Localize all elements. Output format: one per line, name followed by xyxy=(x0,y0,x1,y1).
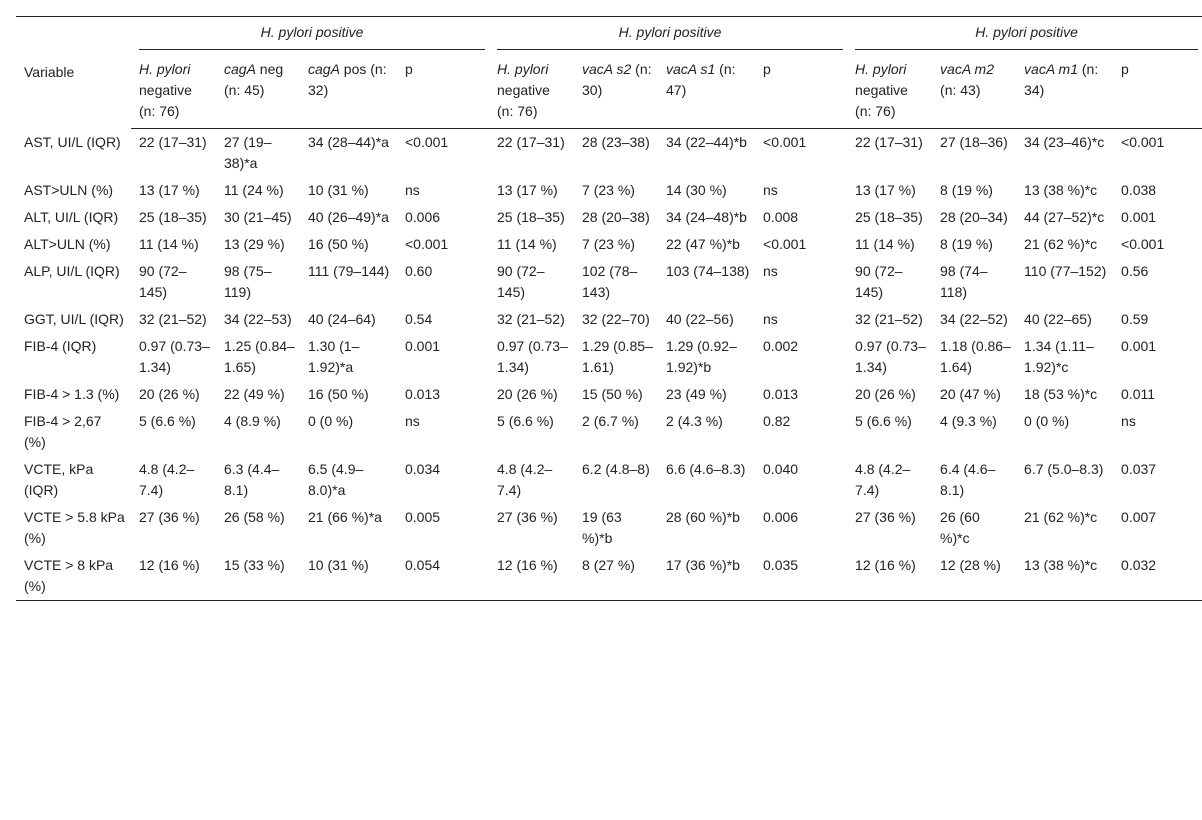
table-cell: 15 (50 %) xyxy=(582,386,643,402)
table-cell: 2 (6.7 %) xyxy=(582,413,639,429)
table-cell: 0.001 xyxy=(1121,209,1157,225)
column-header xyxy=(300,56,397,129)
column-header xyxy=(216,56,300,129)
table-cell: 13 (17 %) xyxy=(497,182,558,198)
table-cell: 16 (50 %) xyxy=(308,386,369,402)
table-cell: 13 (29 %) xyxy=(224,236,285,252)
table-cell: 0.82 xyxy=(763,413,791,429)
column-header xyxy=(847,56,932,129)
table-cell: 0.040 xyxy=(763,461,799,477)
table-cell: 34 (22–52) xyxy=(940,311,1008,327)
table-cell: 11 (14 %) xyxy=(855,236,915,252)
table-cell: <0.001 xyxy=(1121,134,1165,150)
table-cell: 11 (24 %) xyxy=(224,182,284,198)
row-variable: VCTE > 5.8 kPa (%) xyxy=(24,509,125,546)
column-header-text: neg (n: 45) xyxy=(224,61,284,98)
table-cell: 0.59 xyxy=(1121,311,1149,327)
table-cell: 5 (6.6 %) xyxy=(139,413,196,429)
table-cell: 0.037 xyxy=(1121,461,1157,477)
group-header-1: H. pylori positive xyxy=(131,17,489,57)
row-variable: FIB-4 > 2,67 (%) xyxy=(24,413,102,450)
column-header xyxy=(658,56,755,129)
column-header xyxy=(574,56,658,129)
table-cell: 1.18 (0.86–1.64) xyxy=(940,338,1011,375)
table-cell: 90 (72–145) xyxy=(497,263,545,300)
table-cell: 20 (26 %) xyxy=(497,386,558,402)
table-cell: 20 (26 %) xyxy=(855,386,916,402)
table-row xyxy=(16,204,1202,231)
table-cell: 0.97 (0.73–1.34) xyxy=(855,338,926,375)
table-row xyxy=(16,381,1202,408)
table-cell: ns xyxy=(1121,413,1136,429)
table-cell: 111 (79–144) xyxy=(308,263,390,279)
column-header-text: negative (n: 76) xyxy=(139,82,192,119)
column-header xyxy=(489,56,574,129)
table-cell: 13 (38 %)*c xyxy=(1024,182,1098,198)
table-cell: 90 (72–145) xyxy=(139,263,187,300)
row-variable: FIB-4 > 1.3 (%) xyxy=(24,386,120,402)
table-row xyxy=(16,129,1202,178)
table-cell: ns xyxy=(763,311,778,327)
table-cell: 1.30 (1–1.92)*a xyxy=(308,338,360,375)
table-cell: 13 (17 %) xyxy=(139,182,200,198)
table-cell: 0.008 xyxy=(763,209,799,225)
table-cell: ns xyxy=(763,263,778,279)
table-cell: 98 (75–119) xyxy=(224,263,272,300)
table-cell: 11 (14 %) xyxy=(139,236,199,252)
table-cell: 25 (18–35) xyxy=(139,209,207,225)
table-cell: 1.29 (0.85–1.61) xyxy=(582,338,653,375)
table-cell: 8 (19 %) xyxy=(940,182,993,198)
table-cell: 0.013 xyxy=(405,386,441,402)
table-cell: 7 (23 %) xyxy=(582,182,635,198)
table-cell: 6.7 (5.0–8.3) xyxy=(1024,461,1104,477)
table-cell: 12 (16 %) xyxy=(131,552,216,601)
column-header-italic: vacA s2 xyxy=(582,61,632,77)
table-cell: 90 (72–145) xyxy=(855,263,903,300)
table-row xyxy=(16,504,1202,552)
table-cell: 0.54 xyxy=(405,311,433,327)
table-row xyxy=(16,231,1202,258)
table-cell: 32 (21–52) xyxy=(139,311,207,327)
table-cell: 6.6 (4.6–8.3) xyxy=(666,461,746,477)
column-header-italic: H. pylori xyxy=(855,61,907,77)
column-header xyxy=(131,56,216,129)
table-cell: 21 (62 %)*c xyxy=(1024,509,1098,525)
column-header-text: p xyxy=(1121,61,1129,77)
table-row xyxy=(16,333,1202,381)
table-cell: 0 (0 %) xyxy=(1024,413,1070,429)
table-cell: 13 (17 %) xyxy=(855,182,916,198)
table-cell: 8 (19 %) xyxy=(940,236,993,252)
table-cell: 11 (14 %) xyxy=(497,236,557,252)
table-cell: <0.001 xyxy=(763,236,807,252)
table-cell: 10 (31 %) xyxy=(300,552,397,601)
table-cell: 22 (17–31) xyxy=(497,134,565,150)
table-cell: 34 (23–46)*c xyxy=(1024,134,1105,150)
table-cell: 102 (78–143) xyxy=(582,263,638,300)
table-cell: 0.035 xyxy=(755,552,847,601)
table-cell: 32 (22–70) xyxy=(582,311,650,327)
table-cell: 40 (22–65) xyxy=(1024,311,1092,327)
table-cell: 6.4 (4.6–8.1) xyxy=(940,461,996,498)
column-header xyxy=(397,56,489,129)
column-header-text: negative (n: 76) xyxy=(855,82,908,119)
column-header xyxy=(932,56,1016,129)
table-cell: 32 (21–52) xyxy=(497,311,565,327)
table-cell: 15 (33 %) xyxy=(216,552,300,601)
table-cell: 14 (30 %) xyxy=(666,182,727,198)
table-cell: 7 (23 %) xyxy=(582,236,635,252)
column-header-text: (n: 30) xyxy=(582,61,652,98)
row-variable: AST>ULN (%) xyxy=(24,182,114,198)
table-cell: 4.8 (4.2–7.4) xyxy=(855,461,911,498)
row-variable: AST, UI/L (IQR) xyxy=(24,133,121,150)
table-cell: 0.97 (0.73–1.34) xyxy=(139,338,210,375)
group-header-3: H. pylori positive xyxy=(847,17,1202,57)
row-variable: ALT, UI/L (IQR) xyxy=(24,209,119,225)
table-cell: 22 (49 %) xyxy=(224,386,285,402)
table-cell: 12 (16 %) xyxy=(847,552,932,601)
table-cell: 103 (74–138) xyxy=(666,263,750,279)
table-cell: 21 (66 %)*a xyxy=(308,509,382,525)
row-variable: ALT>ULN (%) xyxy=(24,236,111,252)
table-cell: 34 (22–44)*b xyxy=(666,134,747,150)
table-cell: 5 (6.6 %) xyxy=(497,413,554,429)
table-cell: 110 (77–152) xyxy=(1024,263,1107,279)
table-cell: 0.006 xyxy=(763,509,799,525)
table-cell: 27 (36 %) xyxy=(139,509,200,525)
column-header-italic: H. pylori xyxy=(497,61,549,77)
table-cell: 32 (21–52) xyxy=(855,311,923,327)
column-header-text: (n: 34) xyxy=(1024,61,1099,98)
table-cell: 23 (49 %) xyxy=(666,386,727,402)
table-cell: 22 (17–31) xyxy=(139,134,207,150)
table-cell: 19 (63 %)*b xyxy=(582,509,622,546)
column-header-row xyxy=(16,56,1202,129)
table-cell: 2 (4.3 %) xyxy=(666,413,723,429)
table-row xyxy=(16,456,1202,504)
table-cell: 27 (36 %) xyxy=(855,509,916,525)
table-cell: 4 (8.9 %) xyxy=(224,413,281,429)
table-row xyxy=(16,408,1202,456)
table-cell: 30 (21–45) xyxy=(224,209,292,225)
column-header-text: (n: 43) xyxy=(940,82,981,98)
table-cell: 8 (27 %) xyxy=(574,552,658,601)
table-cell: 34 (22–53) xyxy=(224,311,292,327)
table-cell: 17 (36 %)*b xyxy=(658,552,755,601)
table-cell: <0.001 xyxy=(405,236,449,252)
column-header-text: p xyxy=(763,61,771,77)
table-cell: 0.002 xyxy=(763,338,799,354)
table-cell: 0.054 xyxy=(397,552,489,601)
table-cell: 0.032 xyxy=(1113,552,1202,601)
group-header-2: H. pylori positive xyxy=(489,17,847,57)
table-cell: 0.006 xyxy=(405,209,441,225)
table-cell: 34 (24–48)*b xyxy=(666,209,747,225)
table-cell: 1.25 (0.84–1.65) xyxy=(224,338,295,375)
table-cell: 12 (28 %) xyxy=(932,552,1016,601)
table-cell: 0.038 xyxy=(1121,182,1157,198)
table-cell: 10 (31 %) xyxy=(308,182,369,198)
table-cell: 28 (23–38) xyxy=(582,134,650,150)
column-header xyxy=(1113,56,1202,129)
table-cell: 26 (60 %)*c xyxy=(940,509,980,546)
row-variable: GGT, UI/L (IQR) xyxy=(24,311,124,327)
table-cell: 98 (74–118) xyxy=(940,263,988,300)
row-variable: FIB-4 (IQR) xyxy=(24,338,97,354)
row-variable: ALP, UI/L (IQR) xyxy=(24,263,120,279)
table-cell: 28 (20–34) xyxy=(940,209,1008,225)
row-variable: VCTE > 8 kPa (%) xyxy=(16,552,131,601)
table-cell: 0.011 xyxy=(1121,386,1156,402)
table-cell: 4.8 (4.2–7.4) xyxy=(139,461,195,498)
table-row xyxy=(16,552,1202,601)
table-cell: 18 (53 %)*c xyxy=(1024,386,1098,402)
table-cell: 21 (62 %)*c xyxy=(1024,236,1098,252)
table-cell: 0.005 xyxy=(405,509,441,525)
table-cell: 20 (26 %) xyxy=(139,386,200,402)
column-header-italic: vacA m1 xyxy=(1024,61,1078,77)
table-cell: 44 (27–52)*c xyxy=(1024,209,1105,225)
table-cell: 22 (17–31) xyxy=(855,134,923,150)
column-header-text: negative (n: 76) xyxy=(497,82,550,119)
column-header-italic: cagA xyxy=(308,61,340,77)
table-cell: 0 (0 %) xyxy=(308,413,354,429)
column-header-text: p xyxy=(405,61,413,77)
table-cell: 27 (36 %) xyxy=(497,509,558,525)
table-cell: 4.8 (4.2–7.4) xyxy=(497,461,553,498)
table-cell: 6.5 (4.9–8.0)*a xyxy=(308,461,364,498)
table-cell: 1.29 (0.92–1.92)*b xyxy=(666,338,737,375)
table-cell: ns xyxy=(763,182,778,198)
variable-header: Variable xyxy=(16,17,131,129)
column-header-text: (n: 47) xyxy=(666,61,736,98)
table-cell: <0.001 xyxy=(1121,236,1165,252)
table-cell: 6.2 (4.8–8) xyxy=(582,461,650,477)
group-header-row xyxy=(16,17,1202,57)
table-cell: <0.001 xyxy=(405,134,449,150)
table-cell: 28 (60 %)*b xyxy=(666,509,740,525)
table-cell: 40 (24–64) xyxy=(308,311,376,327)
table-cell: 20 (47 %) xyxy=(940,386,1001,402)
table-cell: 0.56 xyxy=(1121,263,1149,279)
table-row xyxy=(16,306,1202,333)
table-cell: 27 (19–38)*a xyxy=(224,134,272,171)
column-header-text: pos (n: 32) xyxy=(308,61,387,98)
column-header-italic: cagA xyxy=(224,61,256,77)
column-header-italic: vacA m2 xyxy=(940,61,994,77)
table-cell: 1.34 (1.11–1.92)*c xyxy=(1024,338,1094,375)
column-header-italic: H. pylori xyxy=(139,61,191,77)
table-cell: ns xyxy=(405,182,420,198)
table-cell: 0.034 xyxy=(405,461,441,477)
table-cell: 4 (9.3 %) xyxy=(940,413,997,429)
table-cell: 22 (47 %)*b xyxy=(666,236,740,252)
table-cell: 0.013 xyxy=(763,386,799,402)
column-header-italic: vacA s1 xyxy=(666,61,716,77)
results-table xyxy=(16,16,1202,601)
table-cell: 0.97 (0.73–1.34) xyxy=(497,338,568,375)
table-cell: 25 (18–35) xyxy=(855,209,923,225)
column-header xyxy=(755,56,847,129)
table-cell: 0.001 xyxy=(1121,338,1157,354)
table-cell: 0.60 xyxy=(405,263,433,279)
table-cell: 27 (18–36) xyxy=(940,134,1008,150)
table-cell: 25 (18–35) xyxy=(497,209,565,225)
table-row xyxy=(16,258,1202,306)
table-cell: <0.001 xyxy=(763,134,807,150)
table-cell: 16 (50 %) xyxy=(308,236,369,252)
table-cell: 12 (16 %) xyxy=(489,552,574,601)
table-cell: ns xyxy=(405,413,420,429)
table-cell: 5 (6.6 %) xyxy=(855,413,912,429)
row-variable: VCTE, kPa (IQR) xyxy=(24,461,94,498)
table-row xyxy=(16,177,1202,204)
table-cell: 0.001 xyxy=(405,338,441,354)
table-cell: 0.007 xyxy=(1121,509,1157,525)
table-cell: 40 (26–49)*a xyxy=(308,209,389,225)
table-cell: 40 (22–56) xyxy=(666,311,734,327)
table-cell: 26 (58 %) xyxy=(224,509,285,525)
column-header xyxy=(1016,56,1113,129)
table-cell: 13 (38 %)*c xyxy=(1016,552,1113,601)
table-cell: 34 (28–44)*a xyxy=(308,134,389,150)
table-cell: 6.3 (4.4–8.1) xyxy=(224,461,280,498)
table-cell: 28 (20–38) xyxy=(582,209,650,225)
